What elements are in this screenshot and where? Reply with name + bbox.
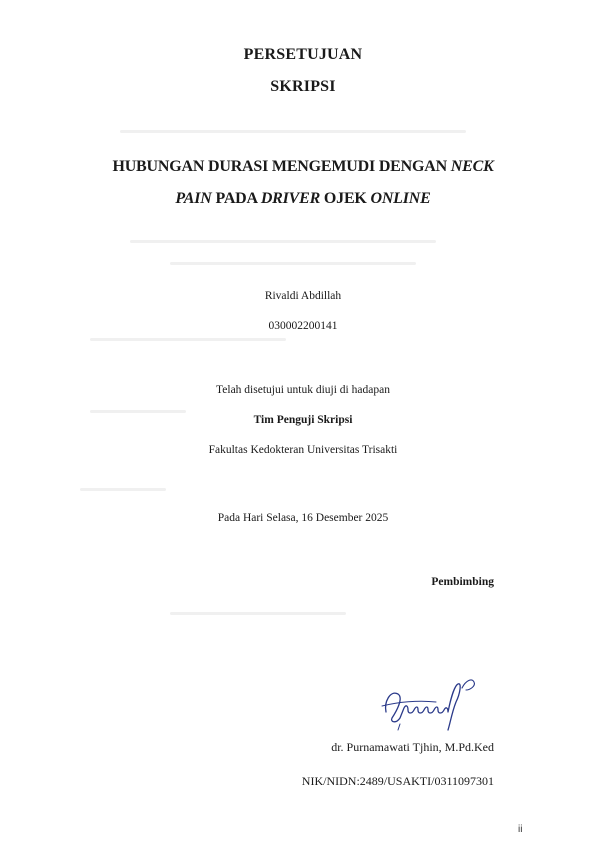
supervisor-signature bbox=[378, 672, 488, 732]
title-italic-term: NECK bbox=[450, 158, 494, 175]
bleed-mark bbox=[120, 130, 466, 133]
title-italic-term: DRIVER bbox=[260, 190, 321, 207]
bleed-mark bbox=[130, 240, 436, 243]
supervisor-id: NIK/NIDN:2489/USAKTI/0311097301 bbox=[301, 774, 494, 788]
title-italic-term: PAIN bbox=[175, 190, 212, 207]
thesis-title-line-2 bbox=[0, 190, 606, 208]
heading-skripsi: SKRIPSI bbox=[270, 78, 336, 95]
title-text: HUBUNGAN DURASI MENGEMUDI DENGAN bbox=[112, 158, 451, 175]
title-text: OJEK bbox=[320, 190, 371, 207]
bleed-mark bbox=[170, 262, 416, 265]
page-number: ii bbox=[518, 824, 523, 835]
bleed-mark bbox=[90, 410, 186, 413]
faculty-name: Fakultas Kedokteran Universitas Trisakti bbox=[208, 444, 398, 456]
supervisor-name: dr. Purnamawati Tjhin, M.Pd.Ked bbox=[331, 740, 494, 754]
committee-name: Tim Penguji Skripsi bbox=[253, 414, 353, 426]
bleed-mark bbox=[80, 488, 166, 491]
heading-persetujuan: PERSETUJUAN bbox=[243, 46, 363, 63]
student-id: 030002200141 bbox=[268, 320, 338, 332]
approval-date: Pada Hari Selasa, 16 Desember 2025 bbox=[217, 512, 389, 524]
thesis-title-line-1 bbox=[0, 158, 606, 176]
title-text: PADA bbox=[211, 190, 261, 207]
approval-statement: Telah disetujui untuk diuji di hadapan bbox=[216, 384, 390, 396]
author-name: Rivaldi Abdillah bbox=[264, 290, 342, 302]
bleed-mark bbox=[90, 338, 286, 341]
title-italic-term: ONLINE bbox=[370, 190, 431, 207]
bleed-mark bbox=[170, 612, 346, 615]
supervisor-role: Pembimbing bbox=[431, 576, 494, 588]
